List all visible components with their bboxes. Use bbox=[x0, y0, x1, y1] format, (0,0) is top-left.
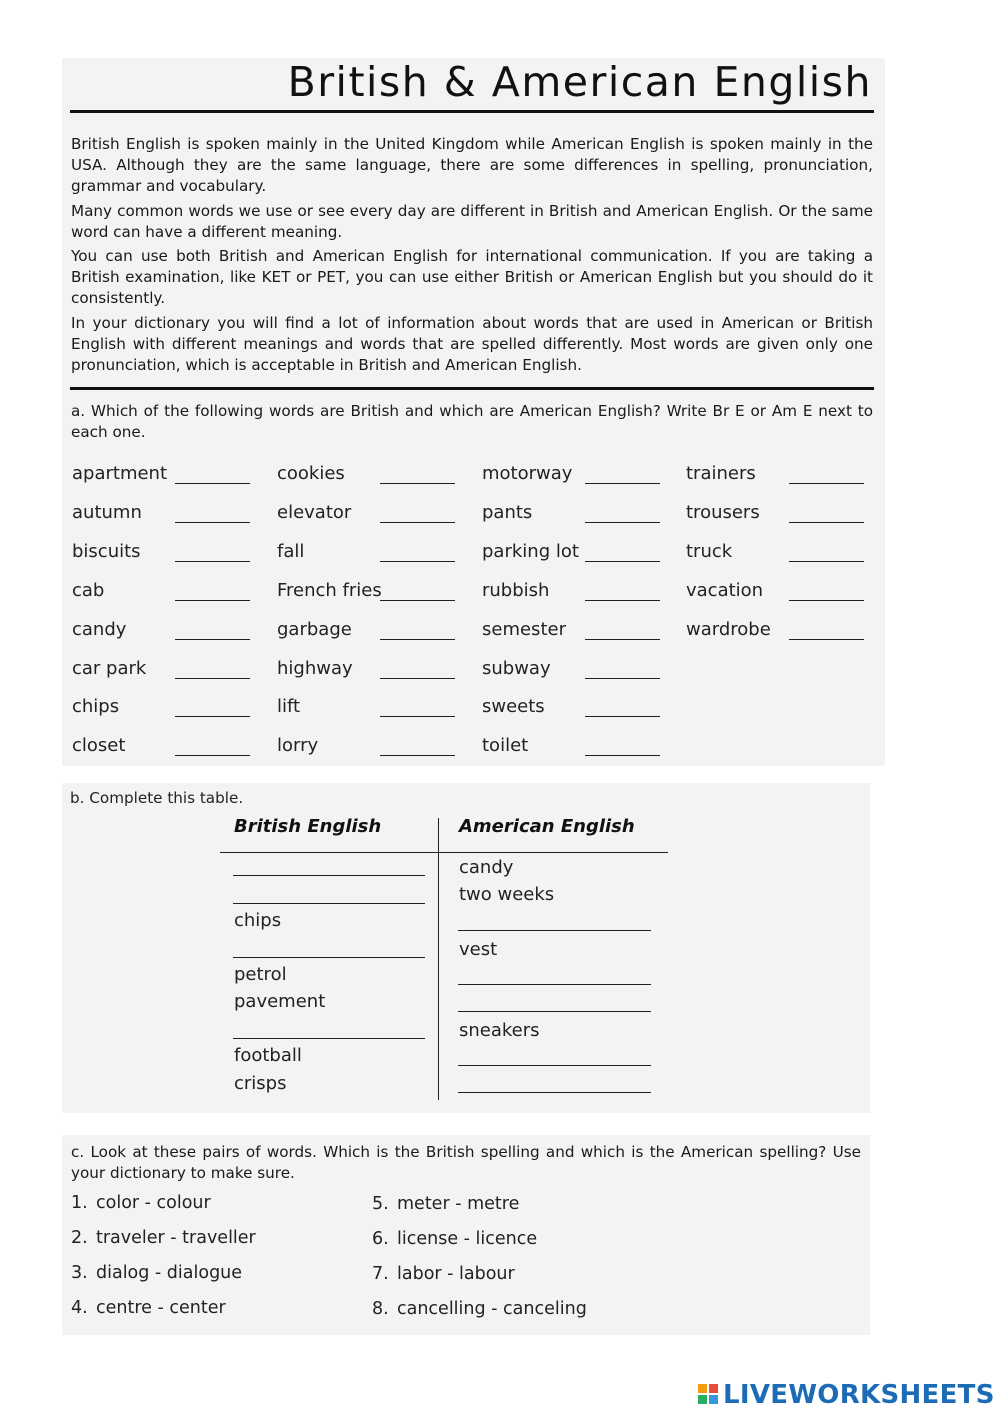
answer-line[interactable] bbox=[233, 875, 425, 876]
answer-blank[interactable] bbox=[175, 561, 250, 562]
spelling-pair bbox=[372, 1229, 537, 1249]
title-rule bbox=[70, 110, 874, 113]
liveworksheets-brand[interactable] bbox=[697, 1378, 995, 1412]
answer-blank[interactable] bbox=[585, 755, 660, 756]
word-label: rubbish bbox=[482, 579, 550, 601]
word-label: autumn bbox=[72, 501, 142, 523]
word-label: parking lot bbox=[482, 540, 579, 562]
answer-blank[interactable] bbox=[585, 483, 660, 484]
answer-blank[interactable] bbox=[585, 678, 660, 679]
pair-number: 8. bbox=[372, 1299, 389, 1319]
table-header-rule bbox=[220, 852, 668, 853]
spelling-pair bbox=[71, 1193, 211, 1213]
answer-line[interactable] bbox=[458, 1065, 651, 1066]
answer-blank[interactable] bbox=[175, 755, 250, 756]
word-label: lorry bbox=[277, 735, 319, 757]
pair-text: cancelling - canceling bbox=[397, 1299, 587, 1319]
table-cell-american: vest bbox=[459, 939, 498, 960]
answer-blank[interactable] bbox=[380, 716, 455, 717]
word-label: closet bbox=[72, 735, 126, 757]
pair-number: 7. bbox=[372, 1264, 389, 1284]
answer-blank[interactable] bbox=[380, 483, 455, 484]
intro-paragraph: In your dictionary you will find a lot of information about words that are used in American or British English with different meanings and words that are spelled differently. Most words are given only one pronunciation, which is acceptable in British and American English. bbox=[71, 314, 873, 374]
intro-paragraph: Many common words we use or see every day are different in British and American English. Or the same word can have a different meaning. bbox=[71, 202, 873, 241]
table-head-british: British English bbox=[234, 816, 382, 837]
section-a-instruction: a. Which of the following words are British and which are American English? Write Br E or Am E next to each one. bbox=[71, 402, 873, 441]
pair-number: 1. bbox=[71, 1193, 88, 1213]
pair-number: 4. bbox=[71, 1298, 88, 1318]
answer-blank[interactable] bbox=[380, 639, 455, 640]
word-label: truck bbox=[686, 540, 733, 562]
word-label: cab bbox=[72, 579, 105, 601]
word-label: fall bbox=[277, 540, 305, 562]
answer-blank[interactable] bbox=[175, 522, 250, 523]
section-divider bbox=[70, 387, 874, 390]
table-head-american: American English bbox=[459, 816, 635, 837]
liveworksheets-logo-icon bbox=[697, 1382, 719, 1408]
section-c-instruction: c. Look at these pairs of words. Which is the British spelling and which is the American spelling? Use your dictionary to make sure. bbox=[71, 1143, 861, 1182]
answer-blank[interactable] bbox=[380, 600, 455, 601]
word-label: lift bbox=[277, 696, 301, 718]
answer-blank[interactable] bbox=[175, 639, 250, 640]
table-cell-british: chips bbox=[234, 910, 282, 931]
word-label: cookies bbox=[277, 463, 345, 484]
word-label: semester bbox=[482, 618, 566, 640]
table-cell-american: candy bbox=[459, 857, 514, 878]
pair-text: traveler - traveller bbox=[96, 1228, 256, 1248]
word-label: sweets bbox=[482, 696, 545, 718]
answer-blank[interactable] bbox=[789, 639, 864, 640]
pair-number: 3. bbox=[71, 1263, 88, 1283]
section-b-instruction: b. Complete this table. bbox=[70, 789, 244, 807]
table-cell-british: crisps bbox=[234, 1073, 287, 1094]
table-cell-british: petrol bbox=[234, 964, 287, 985]
word-label: motorway bbox=[482, 463, 573, 484]
intro-paragraph: British English is spoken mainly in the United Kingdom while American English is spoken mainly in the USA. Although they are the same language, there are some differences in spelling, pronunciation, grammar and vocabulary. bbox=[71, 135, 873, 195]
answer-line[interactable] bbox=[458, 1092, 651, 1093]
word-label: subway bbox=[482, 657, 551, 679]
spelling-pair bbox=[372, 1194, 519, 1214]
spelling-pair bbox=[71, 1298, 226, 1318]
word-label: garbage bbox=[277, 618, 352, 640]
answer-blank[interactable] bbox=[585, 716, 660, 717]
brand-text: LIVEWORKSHEETS bbox=[723, 1380, 995, 1410]
word-label: elevator bbox=[277, 501, 352, 523]
pair-text: color - colour bbox=[96, 1193, 211, 1213]
answer-blank[interactable] bbox=[585, 561, 660, 562]
answer-blank[interactable] bbox=[380, 755, 455, 756]
table-cell-american: sneakers bbox=[459, 1020, 540, 1041]
pair-text: labor - labour bbox=[397, 1264, 515, 1284]
answer-line[interactable] bbox=[233, 1038, 425, 1039]
answer-blank[interactable] bbox=[175, 716, 250, 717]
answer-blank[interactable] bbox=[789, 483, 864, 484]
answer-line[interactable] bbox=[458, 984, 651, 985]
spelling-pair bbox=[372, 1264, 515, 1284]
pair-text: dialog - dialogue bbox=[96, 1263, 243, 1283]
word-label: toilet bbox=[482, 735, 529, 757]
answer-blank[interactable] bbox=[380, 678, 455, 679]
spelling-pair bbox=[71, 1263, 242, 1283]
answer-blank[interactable] bbox=[175, 483, 250, 484]
table-cell-british: pavement bbox=[234, 991, 326, 1012]
pair-number: 2. bbox=[71, 1228, 88, 1248]
answer-blank[interactable] bbox=[789, 522, 864, 523]
pair-number: 5. bbox=[372, 1194, 389, 1214]
spelling-pair bbox=[372, 1299, 587, 1319]
table-divider bbox=[438, 818, 439, 1100]
word-label: trousers bbox=[686, 501, 760, 523]
page-title: British & American English bbox=[287, 58, 872, 106]
answer-blank[interactable] bbox=[585, 639, 660, 640]
table-cell-american: two weeks bbox=[459, 884, 555, 905]
word-label: pants bbox=[482, 501, 533, 523]
word-label: trainers bbox=[686, 463, 756, 484]
answer-line[interactable] bbox=[233, 903, 425, 904]
answer-blank[interactable] bbox=[789, 561, 864, 562]
word-label: French fries bbox=[277, 579, 382, 601]
spelling-pair bbox=[71, 1228, 256, 1248]
answer-line[interactable] bbox=[458, 930, 651, 931]
answer-blank[interactable] bbox=[585, 522, 660, 523]
word-label: highway bbox=[277, 657, 353, 679]
word-label: biscuits bbox=[72, 540, 141, 562]
answer-blank[interactable] bbox=[175, 600, 250, 601]
answer-blank[interactable] bbox=[380, 522, 455, 523]
table-cell-british: football bbox=[234, 1045, 302, 1066]
pair-text: centre - center bbox=[96, 1298, 226, 1318]
pair-text: meter - metre bbox=[397, 1194, 520, 1214]
intro-paragraph: You can use both British and American English for international communication. If you are taking a British examination, like KET or PET, you can use either British or American English but you should do it consistently. bbox=[71, 247, 873, 307]
answer-line[interactable] bbox=[458, 1011, 651, 1012]
word-label: apartment bbox=[72, 463, 168, 484]
answer-blank[interactable] bbox=[175, 678, 250, 679]
answer-blank[interactable] bbox=[789, 600, 864, 601]
answer-line[interactable] bbox=[233, 957, 425, 958]
word-label: candy bbox=[72, 618, 127, 640]
answer-blank[interactable] bbox=[380, 561, 455, 562]
pair-number: 6. bbox=[372, 1229, 389, 1249]
pair-text: license - licence bbox=[397, 1229, 538, 1249]
answer-blank[interactable] bbox=[585, 600, 660, 601]
word-label: car park bbox=[72, 657, 147, 679]
word-label: chips bbox=[72, 696, 120, 718]
word-label: vacation bbox=[686, 579, 764, 601]
word-label: wardrobe bbox=[686, 618, 771, 640]
